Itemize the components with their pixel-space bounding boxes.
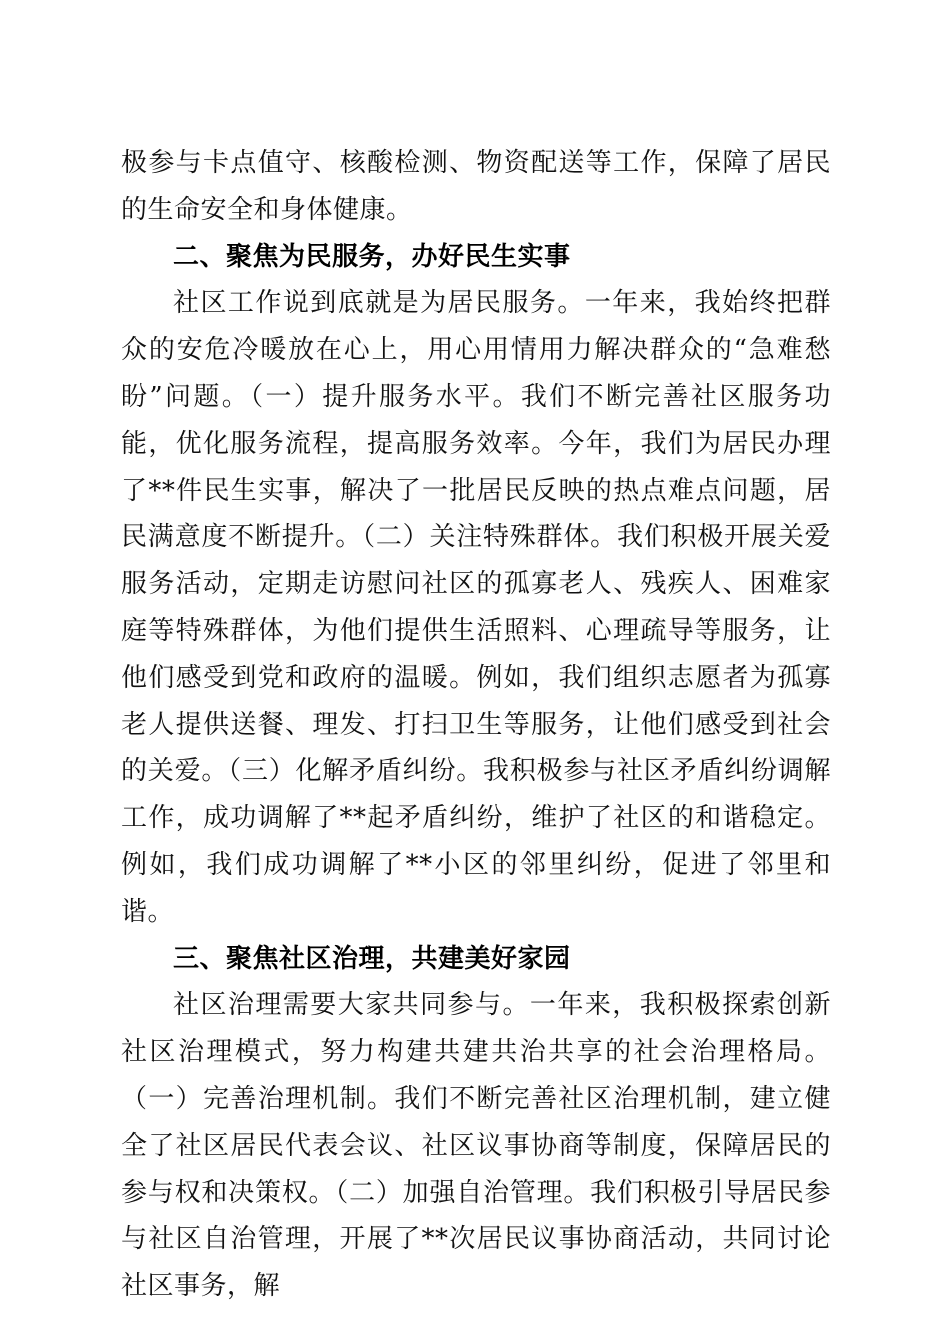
section-heading-2: 二、聚焦为民服务，办好民生实事 — [173, 241, 571, 272]
section-heading-3: 三、聚焦社区治理，共建美好家园 — [173, 943, 571, 974]
paragraph-governance: 社区治理需要大家共同参与。一年来，我积极探索创新社区治理模式，努力构建共建共治共享的社会治理格局。（一）完善治理机制。我们不断完善社区治理机制，建立健全了社区居民代表会议、社区议事协商等制度，保障居民的参与权和决策权。（二）加强自治管理。我们积极引导居民参与社区自治管理，开展了**次居民议事协商活动，共同讨论社区事务，解 — [121, 990, 831, 1302]
document-body — [121, 140, 831, 1310]
paragraph-continuation: 极参与卡点值守、核酸检测、物资配送等工作，保障了居民的生命安全和身体健康。 — [121, 148, 831, 225]
paragraph-service: 社区工作说到底就是为居民服务。一年来，我始终把群众的安危冷暖放在心上，用心用情用力解决群众的“急难愁盼”问题。（一）提升服务水平。我们不断完善社区服务功能，优化服务流程，提高服务效率。今年，我们为居民办理了**件民生实事，解决了一批居民反映的热点难点问题，居民满意度不断提升。（二）关注特殊群体。我们积极开展关爱服务活动，定期走访慰问社区的孤寡老人、残疾人、困难家庭等特殊群体，为他们提供生活照料、心理疏导等服务，让他们感受到党和政府的温暖。例如，我们组织志愿者为孤寡老人提供送餐、理发、打扫卫生等服务，让他们感受到社会的关爱。（三）化解矛盾纠纷。我积极参与社区矛盾纠纷调解工作，成功调解了**起矛盾纠纷，维护了社区的和谐稳定。例如，我们成功调解了**小区的邻里纠纷，促进了邻里和谐。 — [121, 288, 831, 927]
